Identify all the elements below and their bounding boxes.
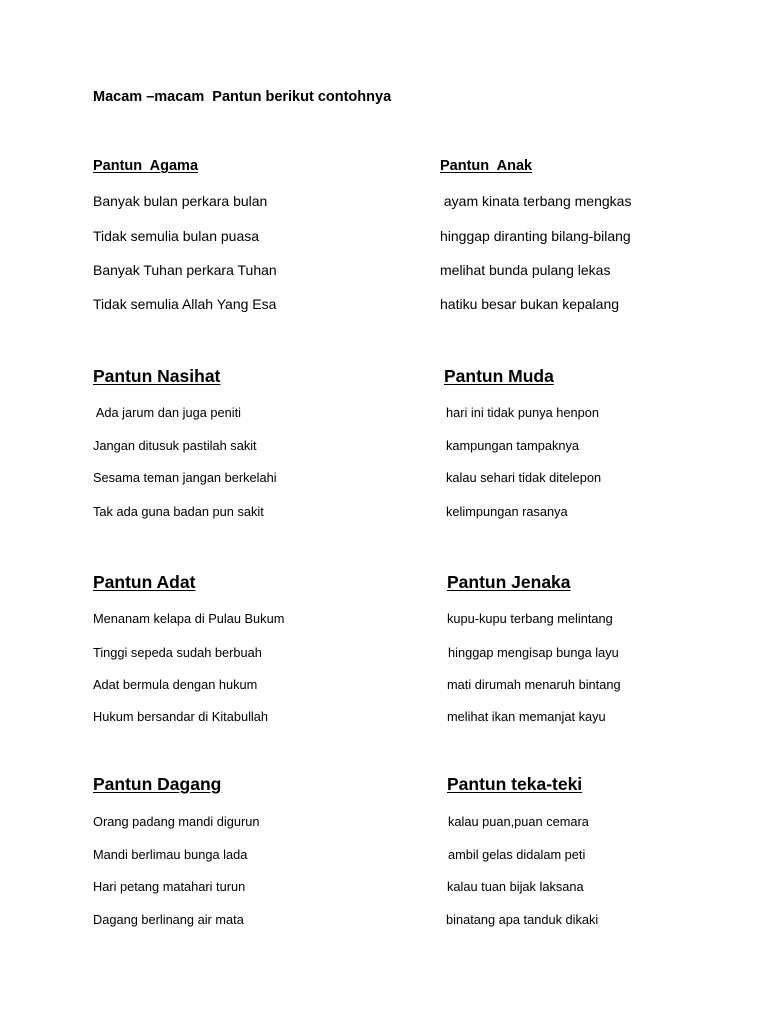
section-title: Pantun Dagang bbox=[93, 774, 222, 794]
pantun-line: melihat ikan memanjat kayu bbox=[447, 709, 606, 724]
pantun-line: ayam kinata terbang mengkas bbox=[440, 193, 632, 209]
pantun-line: Hukum bersandar di Kitabullah bbox=[93, 709, 268, 724]
section-title: Pantun Adat bbox=[93, 572, 196, 592]
pantun-line: Tinggi sepeda sudah berbuah bbox=[93, 645, 262, 660]
page-title: Macam –macam Pantun berikut contohnya bbox=[93, 89, 392, 105]
section-title: Pantun Nasihat bbox=[93, 366, 221, 386]
pantun-line: Jangan ditusuk pastilah sakit bbox=[93, 438, 257, 453]
pantun-line: kampungan tampaknya bbox=[446, 438, 580, 453]
pantun-line: Mandi berlimau bunga lada bbox=[93, 847, 248, 862]
pantun-line: Tidak semulia bulan puasa bbox=[93, 228, 260, 244]
pantun-line: Adat bermula dengan hukum bbox=[93, 677, 258, 692]
pantun-line: Ada jarum dan juga peniti bbox=[93, 405, 241, 420]
pantun-line: Dagang berlinang air mata bbox=[93, 912, 244, 927]
pantun-line: kalau puan,puan cemara bbox=[448, 814, 589, 829]
pantun-line: kupu-kupu terbang melintang bbox=[447, 611, 613, 626]
pantun-line: hari ini tidak punya henpon bbox=[446, 405, 599, 420]
pantun-line: hinggap diranting bilang-bilang bbox=[440, 228, 631, 244]
pantun-line: Tak ada guna badan pun sakit bbox=[93, 504, 264, 519]
pantun-line: kalau sehari tidak ditelepon bbox=[446, 470, 602, 485]
pantun-line: Banyak Tuhan perkara Tuhan bbox=[93, 262, 277, 278]
section-title: Pantun Jenaka bbox=[447, 572, 571, 592]
pantun-line: Menanam kelapa di Pulau Bukum bbox=[93, 611, 285, 626]
pantun-line: kalau tuan bijak laksana bbox=[447, 879, 584, 894]
pantun-line: hatiku besar bukan kepalang bbox=[440, 296, 620, 312]
pantun-line: Sesama teman jangan berkelahi bbox=[93, 470, 277, 485]
pantun-line: Orang padang mandi digurun bbox=[93, 814, 260, 829]
pantun-line: kelimpungan rasanya bbox=[446, 504, 568, 519]
pantun-line: ambil gelas didalam peti bbox=[448, 847, 586, 862]
section-title: Pantun Muda bbox=[444, 366, 554, 386]
pantun-line: hinggap mengisap bunga layu bbox=[448, 645, 619, 660]
section-title: Pantun Anak bbox=[440, 158, 533, 174]
pantun-line: Tidak semulia Allah Yang Esa bbox=[93, 296, 277, 312]
pantun-line: Banyak bulan perkara bulan bbox=[93, 193, 268, 209]
section-title: Pantun teka-teki bbox=[447, 774, 583, 794]
pantun-line: binatang apa tanduk dikaki bbox=[446, 912, 599, 927]
pantun-line: Hari petang matahari turun bbox=[93, 879, 246, 894]
pantun-line: melihat bunda pulang lekas bbox=[440, 262, 611, 278]
pantun-line: mati dirumah menaruh bintang bbox=[447, 677, 621, 692]
section-title: Pantun Agama bbox=[93, 158, 199, 174]
